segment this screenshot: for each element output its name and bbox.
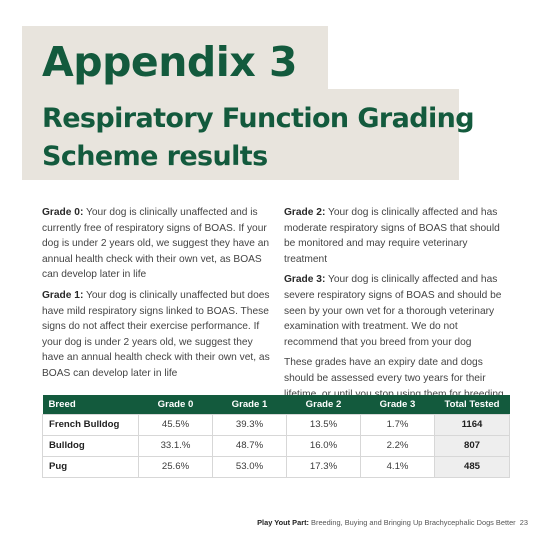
- grade-2-cell: 13.5%: [287, 414, 361, 435]
- header-grade-3: Grade 3: [361, 395, 435, 414]
- breed-cell: Bulldog: [43, 435, 139, 456]
- grade-1-cell: 53.0%: [213, 456, 287, 477]
- header-grade-2: Grade 2: [287, 395, 361, 414]
- table-header-row: [43, 395, 510, 414]
- grade-3-cell: 4.1%: [361, 456, 435, 477]
- breed-cell: Pug: [43, 456, 139, 477]
- right-text-column: [284, 205, 512, 407]
- grade-2-cell: 17.3%: [287, 456, 361, 477]
- page-footer: [257, 518, 528, 527]
- grade-0-cell: 45.5%: [139, 414, 213, 435]
- grade-2-label: Grade 2:: [284, 207, 326, 218]
- page-number: 23: [519, 518, 528, 527]
- left-text-column: [42, 205, 274, 387]
- expiry-note: These grades have an expiry date and dogs should be assessed every two years for their: [284, 357, 486, 384]
- breed-cell: French Bulldog: [43, 414, 139, 435]
- header-grade-0: Grade 0: [139, 395, 213, 414]
- grade-3-cell: 2.2%: [361, 435, 435, 456]
- page-title: Appendix 3: [42, 38, 298, 86]
- header-total-tested: Total Tested: [435, 395, 510, 414]
- total-tested-cell: 485: [435, 456, 510, 477]
- grade-2-cell: 16.0%: [287, 435, 361, 456]
- grade-1-text: Your dog is clinically unaffected but does have mild respiratory signs linked to BOAS. These signs do not affect their exercise performance. If your dog is under 2 years old, we suggest they have an annual health check with their own vet, as BOAS can develop later in life: [42, 289, 270, 379]
- page-subtitle: [42, 100, 474, 176]
- grade-0-cell: 33.1.%: [139, 435, 213, 456]
- grade-1-description: [42, 288, 274, 382]
- grade-2-description: [284, 205, 512, 267]
- subtitle-line-1: Respiratory Function Grading: [42, 103, 474, 134]
- table-row: [43, 435, 510, 456]
- grade-2-text: Your dog is clinically affected and has moderate respiratory signs of BOAS that should be monitored and may require veterinary treatment: [284, 207, 500, 265]
- grade-0-cell: 25.6%: [139, 456, 213, 477]
- grade-3-text: Your dog is clinically affected and has severe respiratory signs of BOAS and should be seen by your own vet for a thorough veterinary examination with treatment. We do not recommend that you breed from your dog: [284, 274, 502, 348]
- results-table: [42, 395, 510, 478]
- header-breed: Breed: [43, 395, 139, 414]
- table-row: [43, 414, 510, 435]
- total-tested-cell: 1164: [435, 414, 510, 435]
- grade-3-cell: 1.7%: [361, 414, 435, 435]
- grade-3-description: [284, 272, 512, 350]
- subtitle-line-2: Scheme results: [42, 141, 268, 172]
- grade-0-label: Grade 0:: [42, 207, 84, 218]
- table-row: [43, 456, 510, 477]
- footer-title: Breeding, Buying and Bringing Up Brachycephalic Dogs Better: [309, 518, 516, 527]
- grade-1-cell: 39.3%: [213, 414, 287, 435]
- footer-bold-title: Play Yout Part:: [257, 518, 309, 527]
- total-tested-cell: 807: [435, 435, 510, 456]
- grade-3-label: Grade 3:: [284, 274, 326, 286]
- grade-1-label: Grade 1:: [42, 289, 84, 301]
- grade-1-cell: 48.7%: [213, 435, 287, 456]
- header-grade-1: Grade 1: [213, 395, 287, 414]
- grade-0-description: [42, 205, 274, 283]
- grade-0-text: Your dog is clinically unaffected and is currently free of respiratory signs of BOAS. If your dog is under 2 years old, we suggest they have an annual health check with their own vet, as BOAS can develop later in life: [42, 207, 270, 281]
